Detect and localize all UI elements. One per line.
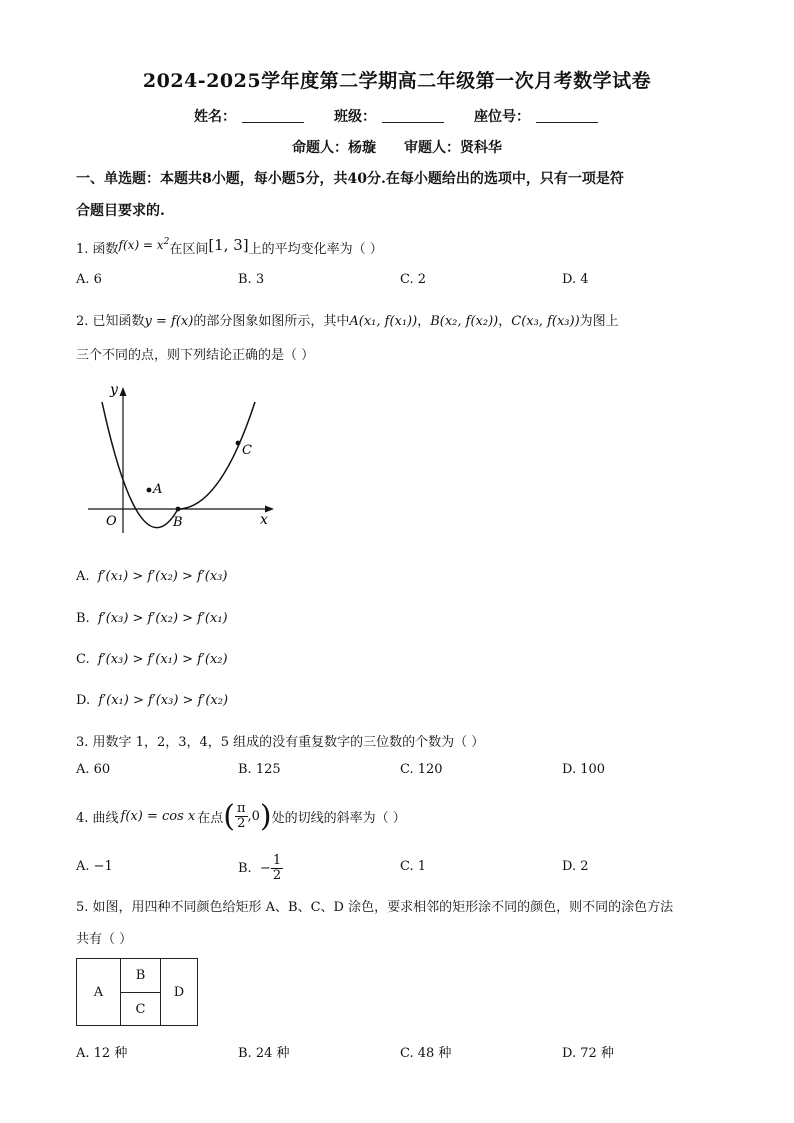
question-5-line1: 5. 如图，用四种不同颜色给矩形 A、B、C、D 涂色，要求相邻的矩形涂不同的颜色，则不同的涂色方法 (76, 900, 674, 915)
q2-point-b: B(x₂, f(x₂)) (430, 314, 499, 329)
x-axis-label: x (260, 512, 268, 528)
q3-option-c[interactable]: C. 120 (400, 762, 443, 777)
reviewer-label: 审题人：贤科华 (404, 140, 502, 156)
q3-option-a[interactable]: A. 60 (76, 762, 111, 777)
rect-cell-c: C (120, 992, 161, 1026)
question-1 (76, 236, 383, 257)
question-4: 4. 曲线 f(x) = cos x 在点 ( $\frac{\pi}{2}$ ,0 ) 处的切线的斜率为（ ） (76, 798, 406, 834)
q5-option-a[interactable]: A. 12 种 (76, 1046, 128, 1061)
seat-blank (536, 108, 598, 123)
q2-function: y = f(x) (144, 314, 194, 329)
q4-option-d[interactable]: D. 2 (562, 859, 589, 874)
q2-option-d[interactable]: D. f′(x₁) > f′(x₃) > f′(x₂) (76, 693, 229, 708)
class-label: 班级： (334, 109, 376, 125)
question-3: 3. 用数字 1，2，3，4，5 组成的没有重复数字的三位数的个数为（ ） (76, 735, 485, 750)
question-5-line2: 共有（ ） (76, 932, 133, 947)
q2-option-c[interactable]: C. f′(x₃) > f′(x₁) > f′(x₂) (76, 652, 228, 667)
q4-option-b[interactable]: B. − $\frac{1}{2}$ (238, 852, 282, 883)
q1-number: 1. 函数 (76, 242, 119, 257)
question-2-line1: 2. 已知函数y = f(x)的部分图象如图所示，其中A(x₁, f(x₁))，B(x₂, f(x₂))，C(x₃, f(x₃))为图上 (76, 314, 619, 329)
class-field (334, 106, 444, 126)
seat-label: 座位号： (474, 109, 530, 125)
point-c-label: C (242, 443, 252, 458)
section-heading-line2: 合题目要求的. (76, 203, 165, 219)
point-c-dot (236, 441, 241, 446)
q3-option-b[interactable]: B. 125 (238, 762, 281, 777)
point-a-label: A (153, 482, 163, 497)
class-blank (382, 108, 444, 123)
q1-mid: 在区间 (169, 242, 209, 257)
page-title: 2024-2025学年度第二学期高二年级第一次月考数学试卷 (142, 70, 652, 92)
name-field (194, 106, 304, 126)
q2-option-a[interactable]: A. f′(x₁) > f′(x₂) > f′(x₃) (76, 569, 228, 584)
origin-label: O (106, 514, 117, 529)
q4-option-a[interactable]: A. −1 (76, 859, 113, 874)
q1-interval: [1, 3] (208, 236, 249, 254)
q1-option-c[interactable]: C. 2 (400, 272, 427, 287)
section-heading-line1: 一、单选题：本题共8小题，每小题5分，共40分.在每小题给出的选项中，只有一项是符 (76, 171, 624, 187)
y-axis-arrow (120, 387, 127, 396)
name-blank (242, 108, 304, 123)
q2-point-a: A(x₁, f(x₁)) (349, 314, 418, 329)
rect-cell-d: D (160, 958, 198, 1026)
q5-option-c[interactable]: C. 48 种 (400, 1046, 452, 1061)
q5-option-b[interactable]: B. 24 种 (238, 1046, 290, 1061)
q1-option-b[interactable]: B. 3 (238, 272, 265, 287)
point-a-dot (147, 488, 152, 493)
q1-tail: 上的平均变化率为（ ） (248, 242, 383, 257)
q2-point-c: C(x₃, f(x₃)) (511, 314, 580, 329)
q1-option-a[interactable]: A. 6 (76, 272, 102, 287)
q1-option-d[interactable]: D. 4 (562, 272, 589, 287)
name-label: 姓名： (194, 109, 236, 125)
q4-function: f(x) = cos x (120, 808, 196, 824)
rect-cell-a: A (76, 958, 121, 1026)
y-axis-label: y (110, 382, 118, 398)
setter-line (0, 137, 794, 157)
point-b-dot (176, 507, 181, 512)
point-b-label: B (173, 515, 183, 530)
q3-option-d[interactable]: D. 100 (562, 762, 606, 777)
q4-point-fraction: $\frac{\pi}{2}$ (236, 800, 246, 831)
q4-option-c[interactable]: C. 1 (400, 859, 427, 874)
function-graph (80, 378, 280, 538)
rectangle-diagram (76, 958, 198, 1026)
q5-option-d[interactable]: D. 72 种 (562, 1046, 614, 1061)
setter-label: 命题人：杨璇 (292, 140, 376, 156)
seat-field (474, 106, 598, 126)
question-2-line2: 三个不同的点，则下列结论正确的是（ ） (76, 348, 315, 363)
rect-cell-b: B (120, 958, 161, 993)
q1-function: $f(x) = x^2$ (118, 237, 170, 252)
q2-option-b[interactable]: B. f′(x₃) > f′(x₂) > f′(x₁) (76, 611, 228, 626)
